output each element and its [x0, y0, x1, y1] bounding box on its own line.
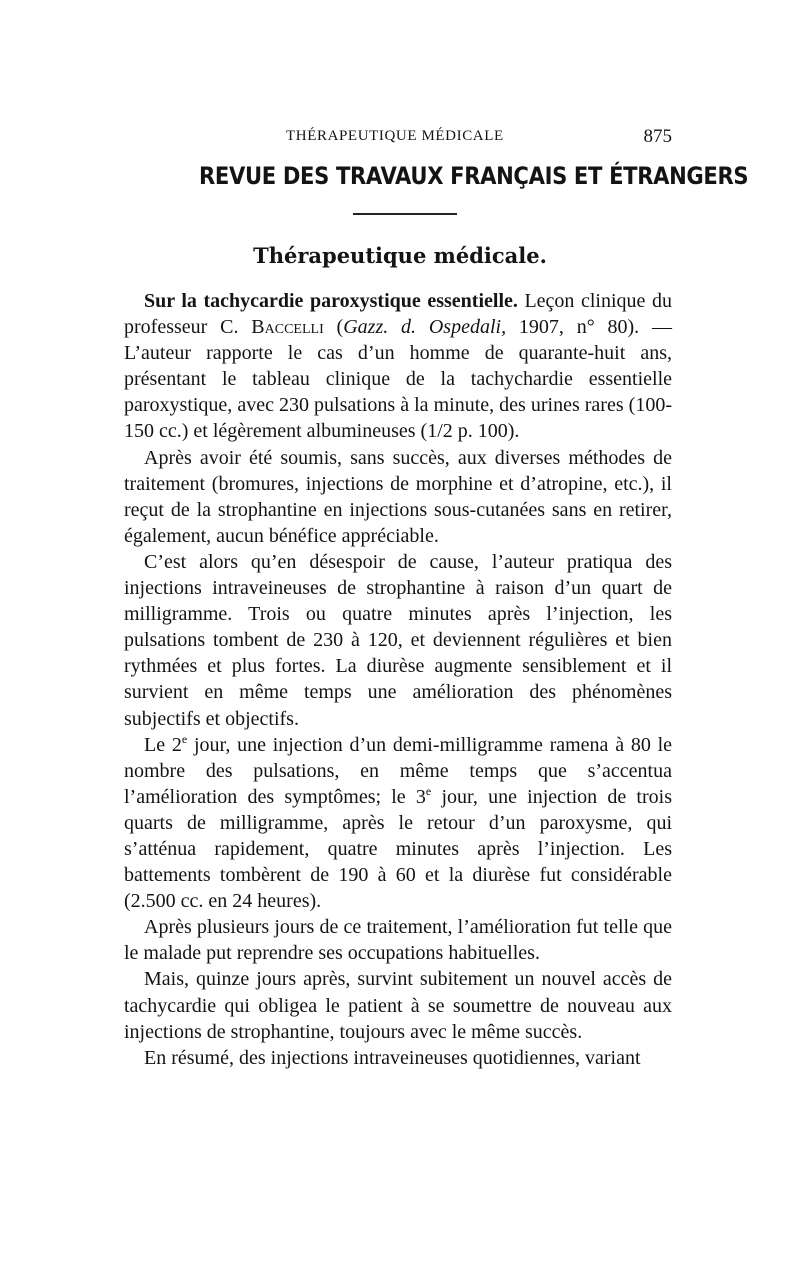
lead-text-3: 1907, n° 80). — L’auteur rapporte le cas d’un homme de quarante-huit ans, présentant le tableau clinique de la tachychardie essentielle paroxystique, avec 230 pulsations à la minute, des urines rares (100-150 cc.) et légèrement albumineuses (1/2 p. 100). — [124, 316, 672, 443]
paragraph-3: C’est alors qu’en désespoir de cause, l’auteur pratiqua des injections intraveineuses de strophantine à raison d’un quart de milligramme. Trois ou quatre minutes après l’injection, les pulsations tombent de 230 à 120, et deviennent régulières et bien rythmées et plus fortes. La diurèse augmente sensiblement et il survient en même temps une amélioration des phénomènes subjectifs et objectifs. — [124, 550, 672, 730]
lead-text-2: ( — [323, 316, 344, 339]
paragraph-2: Après avoir été soumis, sans succès, aux diverses méthodes de traitement (bromures, injections de morphine et d’atropine, etc.), il reçut de la strophantine en injections sous-cutanées sans en retirer, également, aucun bénéfice appréciable. — [124, 446, 672, 547]
article-title: Sur la tachycardie paroxystique essentielle. — [144, 290, 518, 312]
paragraph-4 — [124, 732, 672, 915]
journal-name: Gazz. d. Ospedali, — [343, 316, 507, 339]
subtitle: Thérapeutique médicale. — [253, 243, 547, 268]
paragraph-5: Après plusieurs jours de ce traitement, l’amélioration fut telle que le malade put reprendre ses occupations habituelles. — [124, 916, 672, 965]
p4-superscript-1: e — [181, 731, 188, 746]
author-name: Baccelli — [251, 316, 324, 339]
running-title: THÉRAPEUTIQUE MÉDICALE — [286, 128, 504, 144]
running-header — [122, 126, 672, 152]
page-number: 875 — [643, 126, 672, 147]
p4-superscript-2: e — [425, 783, 432, 798]
paragraph-7: En résumé, des injections intraveineuses quotidiennes, variant — [144, 1046, 641, 1069]
section-title: REVUE DES TRAVAUX FRANÇAIS ET ÉTRANGERS — [199, 162, 749, 190]
title-rule — [353, 213, 457, 215]
p4-part-a: Le 2 — [144, 733, 182, 756]
lead-text-1: Leçon clinique du professeur C. — [124, 290, 672, 339]
article-body — [124, 288, 672, 1071]
p4-part-b: jour, une injection d’un demi-milligramme ramena à 80 le nombre des pulsations, en même temps que s’accentua l’amélioration des symptômes; le 3 — [124, 733, 673, 808]
p4-part-c: jour, une injection de trois quarts de milligramme, après le retour d’un paroxysme, qui s’atténua rapidement, quatre minutes après l’injection. Les battements tombèrent de 190 à 60 et la diurèse fut considérable (2.500 cc. en 24 heures). — [124, 785, 672, 913]
paragraph-6: Mais, quinze jours après, survint subitement un nouvel accès de tachycardie qui obligea le patient à se soumettre de nouveau aux injections de strophantine, toujours avec le même succès. — [124, 968, 672, 1043]
paragraph-1 — [124, 288, 672, 445]
